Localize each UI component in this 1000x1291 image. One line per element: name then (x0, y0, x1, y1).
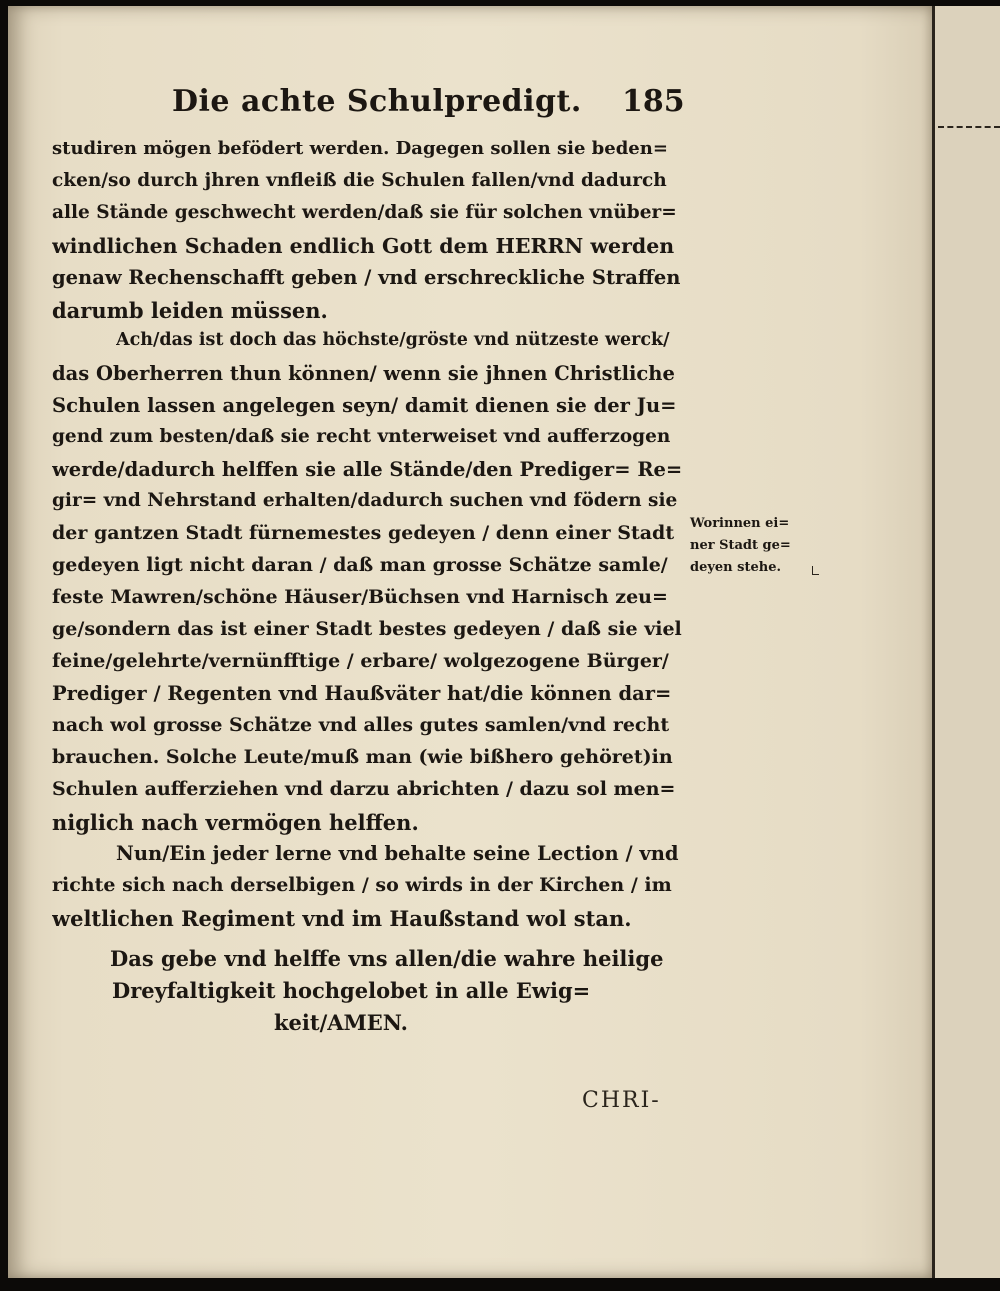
body-line: werde/dadurch helffen sie alle Stände/den Prediger= Re= (52, 458, 682, 481)
body-line: gedeyen ligt nicht daran / daß man grosse Schätze samle/ (52, 554, 668, 576)
body-line: richte sich nach derselbigen / so wirds in der Kirchen / im (52, 874, 672, 896)
body-line: Schulen aufferziehen vnd darzu abrichten / dazu sol men= (52, 778, 676, 800)
body-line: gend zum besten/daß sie recht vnterweiset vnd aufferzogen (52, 426, 671, 447)
body-line: feste Mawren/schöne Häuser/Büchsen vnd Harnisch zeu= (52, 586, 668, 608)
body-line: nach wol grosse Schätze vnd alles gutes samlen/vnd recht (52, 714, 670, 736)
body-line: cken/so durch jhren vnfleiß die Schulen fallen/vnd dadurch (52, 170, 667, 191)
margin-note-line: deyen stehe. (690, 560, 782, 575)
body-line: brauchen. Solche Leute/muß man (wie bißhero gehöret)in (52, 746, 673, 768)
page-number: 185 (622, 84, 685, 119)
closing-line: Dreyfaltigkeit hochgelobet in alle Ewig= (112, 978, 591, 1003)
body-line: Ach/das ist doch das höchste/gröste vnd nützeste werck/ (116, 330, 670, 350)
body-line: Prediger / Regenten vnd Haußväter hat/die können dar= (52, 682, 672, 705)
closing-line: Das gebe vnd helffe vns allen/die wahre heilige (110, 946, 664, 971)
body-line: Schulen lassen angelegen seyn/ damit dienen sie der Ju= (52, 394, 677, 417)
body-line: darumb leiden müssen. (52, 298, 328, 323)
body-line: genaw Rechenschafft geben / vnd erschreckliche Straffen (52, 266, 681, 289)
body-line: Nun/Ein jeder lerne vnd behalte seine Lection / vnd (116, 842, 679, 865)
margin-note-line: Worinnen ei= (690, 516, 790, 531)
body-line: weltlichen Regiment vnd im Haußstand wol stan. (52, 906, 632, 931)
body-line: studiren mögen befödert werden. Dagegen sollen sie beden= (52, 138, 668, 159)
margin-note-line: ner Stadt ge= (690, 538, 791, 553)
closing-line: keit/AMEN. (274, 1010, 408, 1035)
body-line: der gantzen Stadt fürnemestes gedeyen / denn einer Stadt (52, 522, 675, 544)
margin-mark (812, 566, 819, 575)
book-page (8, 6, 932, 1278)
body-line: ge/sondern das ist einer Stadt bestes gedeyen / daß sie viel (52, 618, 682, 640)
body-line: alle Stände geschwecht werden/daß sie für solchen vnüber= (52, 202, 677, 223)
body-line: niglich nach vermögen helffen. (52, 810, 419, 835)
fold-dashes (938, 126, 1000, 128)
body-line: das Oberherren thun können/ wenn sie jhnen Christliche (52, 362, 675, 385)
catchword: CHRI- (582, 1088, 661, 1113)
body-line: gir= vnd Nehrstand erhalten/dadurch suchen vnd födern sie (52, 490, 678, 511)
body-line: windlichen Schaden endlich Gott dem HERRN werden (52, 234, 675, 258)
body-line: feine/gelehrte/vernünfftige / erbare/ wolgezogene Bürger/ (52, 650, 669, 672)
running-head: Die achte Schulpredigt. (172, 84, 582, 119)
facing-page-edge (932, 6, 1000, 1278)
